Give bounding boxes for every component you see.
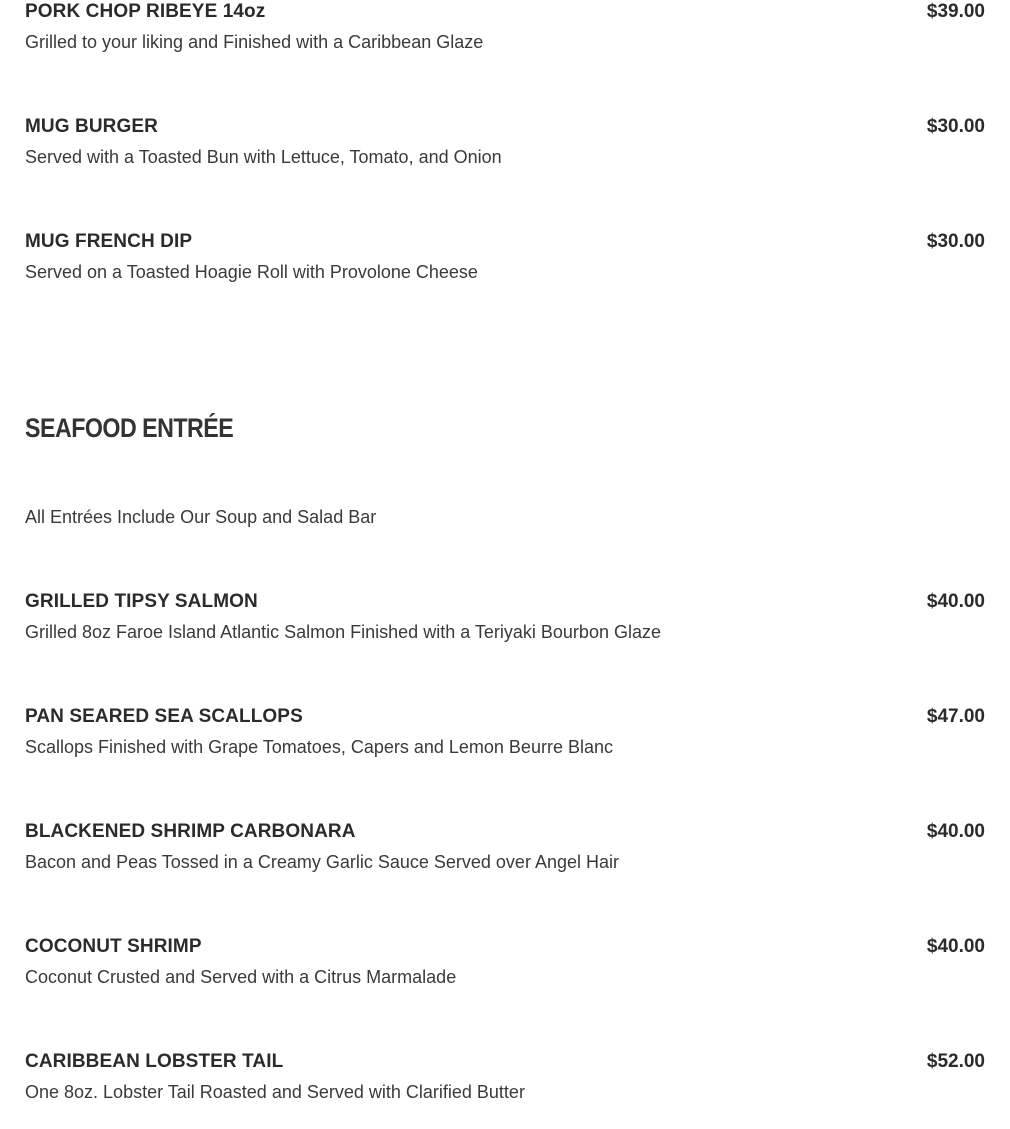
- item-price: $30.00: [926, 231, 985, 252]
- item-name: MUG BURGER: [25, 116, 158, 137]
- menu-item-pork-chop-ribeye: [25, 0, 985, 59]
- item-price: $30.00: [926, 116, 985, 137]
- item-name: PAN SEARED SEA SCALLOPS: [25, 706, 303, 727]
- item-price: $40.00: [926, 821, 985, 842]
- menu-item-mug-burger: [25, 114, 985, 174]
- menu-item-coconut-shrimp: [25, 934, 985, 994]
- section-title-seafood-entree: SEAFOOD ENTRÉE: [25, 413, 234, 443]
- menu-item-grilled-tipsy-salmon: [25, 589, 985, 649]
- item-name: PORK CHOP RIBEYE 14oz: [25, 1, 266, 22]
- item-description: Grilled to your liking and Finished with a Caribbean Glaze: [25, 32, 484, 52]
- item-name: GRILLED TIPSY SALMON: [25, 591, 258, 612]
- menu-item-blackened-shrimp-carbonara: [25, 819, 985, 879]
- item-description: Scallops Finished with Grape Tomatoes, Capers and Lemon Beurre Blanc: [25, 737, 613, 757]
- item-description: Bacon and Peas Tossed in a Creamy Garlic Sauce Served over Angel Hair: [25, 852, 619, 872]
- item-name: MUG FRENCH DIP: [25, 231, 193, 252]
- item-price: $40.00: [926, 591, 985, 612]
- menu-item-pan-seared-sea-scallops: [25, 704, 985, 764]
- item-price: $52.00: [926, 1051, 985, 1072]
- item-description: Coconut Crusted and Served with a Citrus Marmalade: [25, 967, 457, 987]
- section-note: All Entrées Include Our Soup and Salad Bar: [25, 507, 377, 527]
- item-description: Served on a Toasted Hoagie Roll with Provolone Cheese: [25, 262, 478, 282]
- item-description: One 8oz. Lobster Tail Roasted and Served with Clarified Butter: [25, 1082, 525, 1102]
- item-name: CARIBBEAN LOBSTER TAIL: [25, 1051, 284, 1072]
- item-description: Served with a Toasted Bun with Lettuce, Tomato, and Onion: [25, 147, 502, 167]
- item-price: $40.00: [926, 936, 985, 957]
- item-name: BLACKENED SHRIMP CARBONARA: [25, 821, 356, 842]
- menu-item-caribbean-lobster-tail: [25, 1049, 985, 1109]
- item-price: $47.00: [926, 706, 985, 727]
- item-description: Grilled 8oz Faroe Island Atlantic Salmon Finished with a Teriyaki Bourbon Glaze: [25, 622, 661, 642]
- item-name: COCONUT SHRIMP: [25, 936, 202, 957]
- menu-item-mug-french-dip: [25, 229, 985, 289]
- item-price: $39.00: [926, 1, 985, 22]
